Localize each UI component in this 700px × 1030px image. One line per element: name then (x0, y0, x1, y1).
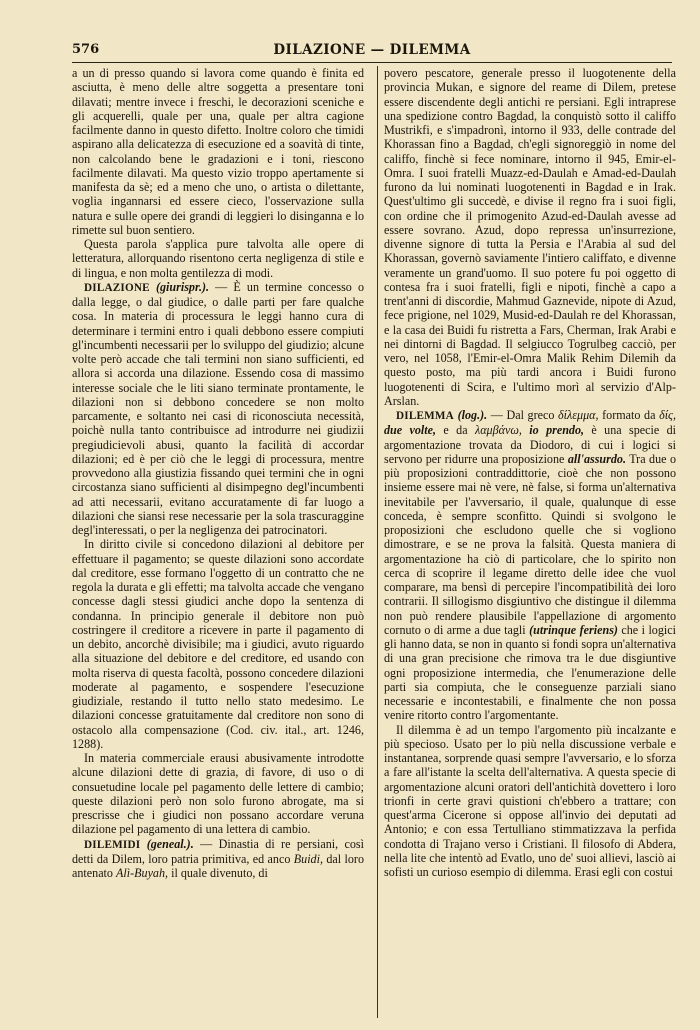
entry-dilemidi (72, 837, 364, 881)
italic-name: Buidi, (293, 851, 323, 866)
entry-category: (log.). (457, 408, 488, 422)
running-head: DILAZIONE — DILEMMA (273, 42, 471, 58)
entry-headword: DILEMMA (396, 410, 454, 422)
greek-word: δίλεμμα, (558, 408, 599, 422)
entry-body: — Dinastia di re persiani, così detti da Dilem, loro patria primitiva, ed anco (72, 836, 364, 866)
right-column (384, 66, 676, 1018)
entry-category: (giurispr.). (155, 279, 210, 294)
italic-term: all'assurdo. (567, 451, 626, 466)
entry-body: Tra due o più proposizioni contraddittorie, cioè che non possono insieme essere mai nè vere, nè false, si forma un'alternativa inevitabile per l'avversario, il quale, qualunque di esse conceda, è sempre sconfitto. Quindi si svolgono le proposizioni che escludono quelle che si vogliono dimostrare, e se ne prova la falsità. Questa maniera di argomentazione ha ciò di particolare, che lo spirito non cerca di scoprire il legame diretto delle idee che vuol comparare, ma bensì di percepire l'incompatibilità dei loro contrarii. Il sillogismo disgiuntivo che distingue il dilemma non può rendere plausibile l'appellazione di argomento cornuto o di arme a due tagli (384, 451, 676, 637)
paragraph: Il dilemma è ad un tempo l'argomento più incalzante e più specioso. Usato per lo più nella discussione verbale e instantanea, sorprende quasi sempre l'avversario, e lo sforza a fare all'istante la scelta dell'alternativa. A questa specie di argomentazione alcuni oratori dell'antichità dovettero i loro trionfi in certe gravi quistioni ch'ebbero a trattare; con quest'arma Cicerone si oppose all'invio dei deputati ad Antonio; e con essa Tertulliano stimmatizzava la perfida condotta di Trajano verso i Cristiani. Il filosofo di Abdera, nella lite che intentò ad Evatlo, uno de' suoi allievi, lasciò ai sofisti un curioso esempio di dilemma. Erasi egli con costui (384, 722, 676, 879)
entry-dilazione (72, 280, 364, 538)
paragraph: a un di presso quando si lavora come quando è finita ed asciutta, è meno delle altre soggetta a presentare toni dilavati; mentre invece i freschi, le decorazioni sceniche e gli acquerelli, quale per una, quale per altra cagione facilmente danno in questo difetto. Inoltre coloro che timidi aspirano alla delicatezza di esecuzione ed a soavità di tinte, non calcolando bene le gradazioni e i toni, riescono facilmente dilavati. Ma questo vizio troppo apertamente si manifesta da sè; ed a meno che uno, o artista o dilettante, voglia ingannarsi ed essere cieco, l'osservazione sulla natura e sulle opere dei grandi di leggieri lo disinganna e lo rimette sul buon sentiero. (72, 66, 364, 237)
paragraph: Questa parola s'applica pure talvolta alle opere di letteratura, allorquando risentono certa negligenza di stile e di lingua, e non molta gentilezza di modi. (72, 237, 364, 280)
paragraph: povero pescatore, generale presso il luogotenente della provincia Mukan, e signore del reame di Dilem, pretese essere discendente degli antichi re persiani. Egli intraprese una spedizione contro Bagdad, la conquistò sotto il califfo Mustrikfi, e s'impadronì, intorno il 933, delle contrade del Khorassan fino a Bagdad, ch'egli signoreggiò in nome del califfo, finchè si fece nominare, intorno il 945, Emir-el-Omra. I suoi fratelli Muazz-ed-Daulah e Amad-ed-Daulah furono da lui nominati luogotenenti in Bagdad e in Irak. Quest'ultimo gli succedè, e divise il regno fra i suoi figli, con ordine che il primogenito Azud-ed-Daulah avesse ad essere sovrano. Azud, dopo repressa un'insurrezione, divenne signore di tutta la Persia e l'Arabia al sud del Khorassan, governò saviamente l'intiero califfato, e divenne veramente un grand'uomo. Il suo potere fu poi oggetto di contesa fra i suoi fratelli, figli e nipoti, finchè a capo a trent'anni di discordie, Mahmud Gaznevide, nipote di Azud, fece prigione, nel 1029, Musid-ed-Daulah re del Khorassan, e la casa dei Buidi fu ristretta a Fars, Cherman, Irak Arabi e nei dintorni di Bagdad. Il selgiucco Togrulbeg cacciò, per vero, nel 1058, l'Emir-el-Omra Malik Rehim Dilemih da questo posto, ma più tardi ancora i Buidi furono luogotenenti di Scira, e l'ultimo morì al servizio d'Alp-Arslan. (384, 66, 676, 408)
entry-body: — Dal greco (487, 408, 559, 422)
paragraph: In diritto civile si concedono dilazioni al debitore per effettuare il pagamento; se queste dilazioni sono accordate dal creditore, esse formano l'oggetto di un contratto che ne regola la durata e gli effetti; ma talvolta accade che vengano concesse dagli stessi giudici anche dopo la sentenza di condanna. In principio generale il debitore non può costringere il creditore a ricevere in parte il pagamento di un debito, ancorchè divisibile; ma i giudici, avuto riguardo alla situazione del debitore e del creditore, ed usando con molta riserva di questa facoltà, possono concedere dilazioni moderate al pagamento, e sospendere l'esecuzione giudiziale, restando il tutto nello stato medesimo. Le dilazioni concesse gratuitamente dal creditore non sono di ostacolo alla compensazione (Cod. civ. ital., art. 1246, 1288). (72, 537, 364, 751)
entry-body: e da (436, 423, 475, 438)
entry-body: — È un termine concesso o dalla legge, o dal giudice, o dalle parti per fare qualche cosa. In materia di processura le leggi hanno cura di determinare i termini entro i quali debbono essere compiuti gl'incumbenti necessarii per lo sviluppo del giudizio; alcune volte però accade che tali termini non siano sufficienti, ed allora si accorda una dilazione. Essendo cosa di massimo interesse sociale che le liti siano terminate prontamente, le dilazioni non si debbono concedere se non molto parcamente, e soltanto nei casi di riconosciuta necessità, poichè nulla tanto contribuisce ad introdurre nei giudizii pregiudicievoli abusi, quanto la facilità di accordar dilazioni; ed è per ciò che le leggi di processura, mentre provvedono alla giustizia fissando quei termini che in ogni circostanza siano sufficienti al disimpegno degl'incumbenti ad atti necessarii, evitano accuratamente di far luogo a dilazioni che siansi rese necessarie per la sola trascuraggine degl'interessati, o per la negligenza dei patrocinatori. (72, 279, 364, 537)
latin-phrase: (utrinque feriens) (529, 622, 618, 637)
italic-name: Alì-Buyah, (116, 866, 169, 880)
page-number: 576 (72, 42, 100, 57)
entry-category: (geneal.). (146, 836, 194, 851)
entry-body: che i logici gli hanno data, se non in quanto si fondi sopra un'alternativa di una gran precisione che rimova tra le due disgiuntive ogni proposizione intermedia, che l'enumerazione delle parti sia compiuta, che le conseguenze parziali siano necessarie e incontestabili, e finalmente che non possa venire ritorto contro l'argomentante. (384, 622, 676, 723)
greek-word: δίς, (659, 408, 676, 422)
column-divider (377, 66, 378, 1018)
entry-body: dal loro antenato (72, 851, 364, 880)
entry-body: formato da (598, 408, 660, 422)
entry-body: il quale divenuto, di (168, 866, 268, 880)
greek-word: λαμβάνω, (474, 423, 522, 438)
left-column (72, 66, 364, 1018)
gloss: due volte, (384, 423, 437, 438)
entry-headword: DILEMIDI (84, 838, 141, 851)
entry-body: è una specie di argomentazione trovata da Diodoro, di cui i logici si servono per ridurre una proposizione (384, 423, 676, 466)
entry-dilemma (384, 408, 676, 723)
entry-headword: DILAZIONE (84, 281, 150, 294)
page-header (72, 42, 672, 63)
paragraph: In materia commerciale erausi abusivamente introdotte alcune dilazioni dette di grazia, di favore, di uso o di consuetudine locale pel pagamento delle lettere di cambio; queste dilazioni però non solo furono abrogate, ma si prescrisse che i giudici non possano accordare veruna dilazione pel pagamento di una lettera di cambio. (72, 751, 364, 837)
gloss: io prendo, (529, 423, 585, 438)
